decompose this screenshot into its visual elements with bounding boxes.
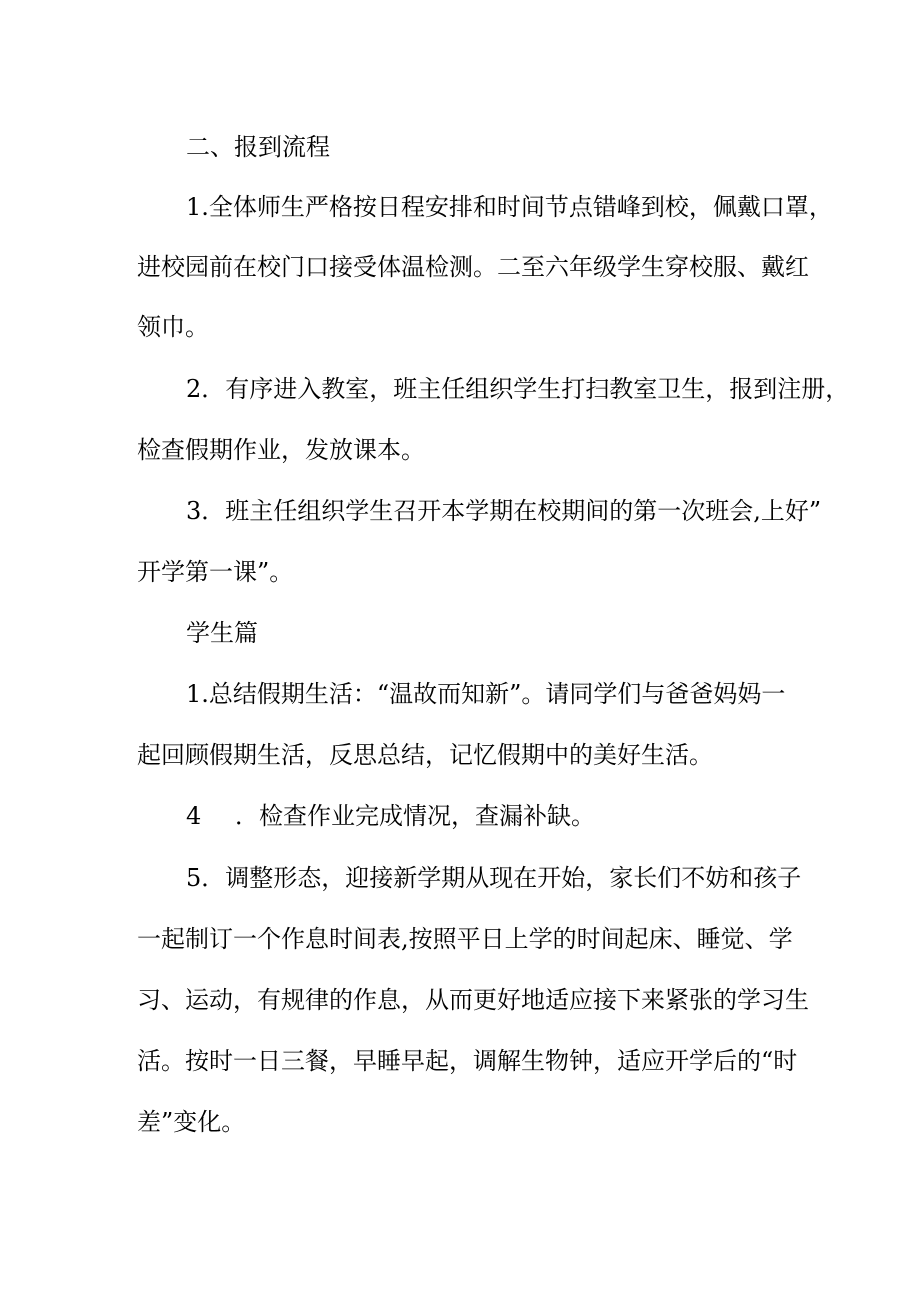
step-3-line-2: 开学第一课”。: [137, 558, 294, 586]
student-item-5-line-4: 活。按时一日三餐，早睡早起，调解生物钟，适应开学后的“时: [137, 1047, 798, 1075]
student-item-5-line-2: 一起制订一个作息时间表,按照平日上学的时间起床、睡觉、学: [137, 925, 793, 953]
student-item-1-line-2: 起回顾假期生活，反思总结，记忆假期中的美好生活。: [137, 741, 713, 769]
student-item-5-line-1: 5．调整形态，迎接新学期从现在开始，家长们不妨和孩子: [186, 864, 802, 892]
student-item-5-line-3: 习、运动，有规律的作息，从而更好地适应接下来紧张的学习生: [137, 986, 809, 1014]
step-1-line-1: 1.全体师生严格按日程安排和时间节点错峰到校，佩戴口罩，: [186, 193, 833, 221]
student-item-5-line-5: 差”变化。: [137, 1108, 246, 1136]
student-item-1-line-1: 1.总结假期生活：“温故而知新”。请同学们与爸爸妈妈一: [186, 680, 786, 708]
student-item-4-text: ．检查作业完成情况，查漏补缺。: [235, 802, 595, 830]
step-2-line-2: 检查假期作业，发放课本。: [137, 436, 425, 464]
step-1-line-3: 领巾。: [137, 313, 209, 341]
student-section-heading: 学生篇: [186, 619, 258, 647]
step-3-line-1: 3．班主任组织学生召开本学期在校期间的第一次班会,上好”: [186, 497, 822, 525]
step-1-line-2: 进校园前在校门口接受体温检测。二至六年级学生穿校服、戴红: [137, 253, 809, 281]
step-2-line-1: 2．有序进入教室，班主任组织学生打扫教室卫生，报到注册，: [186, 375, 850, 403]
student-item-4-number: 4: [186, 802, 202, 830]
section-heading-registration: 二、报到流程: [186, 133, 330, 161]
